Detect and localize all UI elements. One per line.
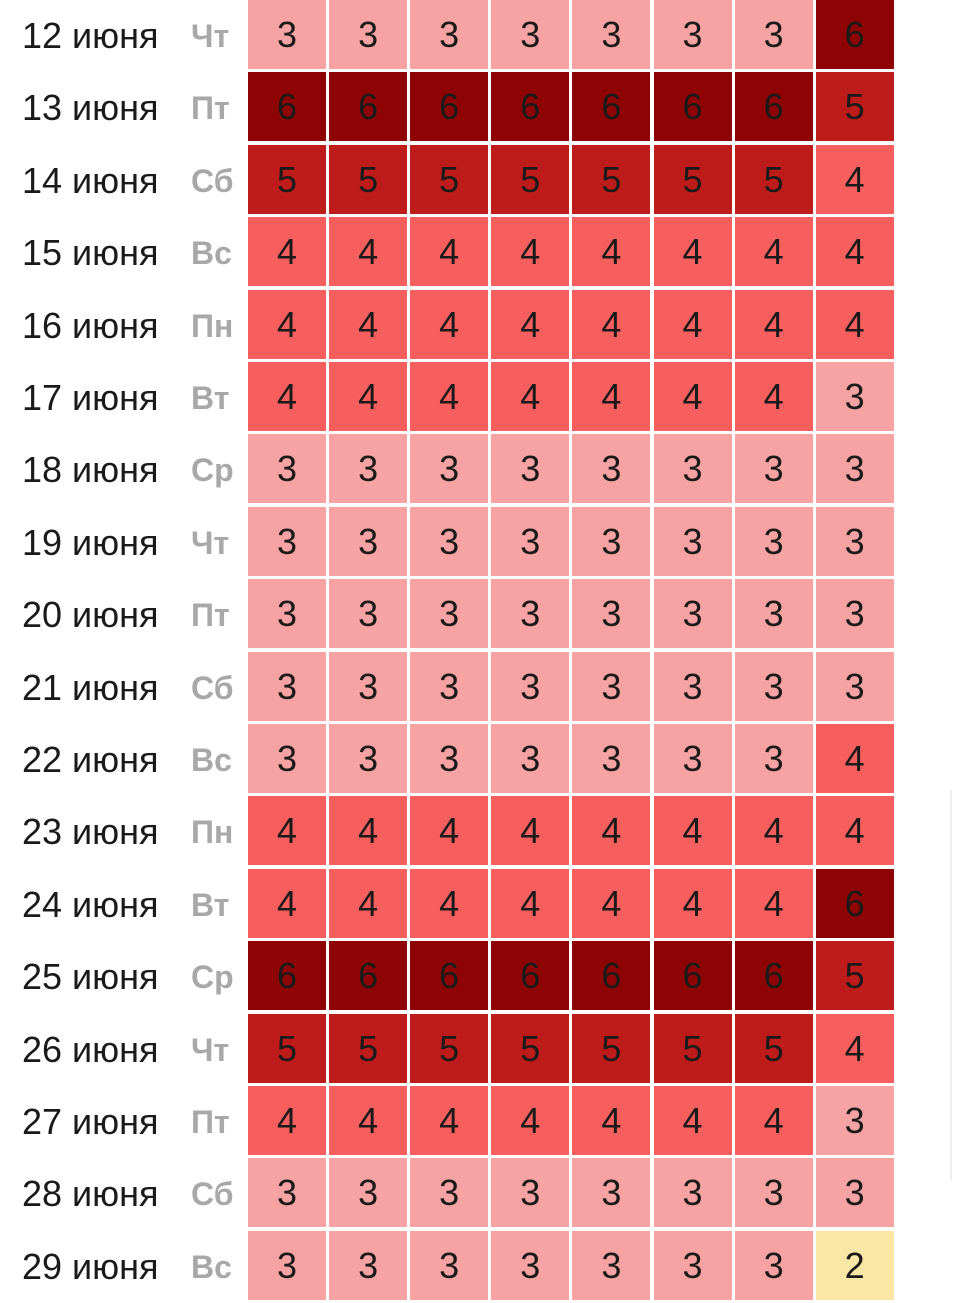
heatmap-cell: 3 — [329, 507, 407, 576]
heatmap-cell: 6 — [654, 941, 732, 1010]
heatmap-cell: 4 — [410, 796, 488, 865]
row-date-label: 27 июня — [22, 1101, 159, 1142]
heatmap-cell: 3 — [410, 652, 488, 721]
row-weekday-label: Ср — [191, 959, 234, 996]
row-date-label: 20 июня — [22, 594, 159, 636]
heatmap-row — [0, 362, 958, 434]
heatmap-cell: 4 — [248, 217, 326, 286]
row-weekday-label: Пн — [191, 814, 234, 851]
heatmap-cell: 3 — [572, 434, 650, 503]
heatmap-cell: 3 — [735, 0, 813, 69]
heatmap-cell: 4 — [329, 796, 407, 865]
heatmap-cell: 4 — [816, 724, 894, 793]
row-date-label: 26 июня — [22, 1028, 159, 1070]
row-weekday-label: Пт — [191, 1104, 230, 1140]
heatmap-cell: 3 — [248, 0, 326, 69]
heatmap-cell: 4 — [329, 1086, 407, 1155]
heatmap-cell: 3 — [654, 1158, 732, 1227]
row-date-label: 21 июня — [22, 666, 159, 708]
heatmap-cell: 3 — [491, 579, 569, 648]
heatmap-row — [0, 434, 958, 506]
heatmap-cell: 6 — [410, 72, 488, 141]
row-date-label: 25 июня — [22, 956, 159, 998]
heatmap-cell: 3 — [654, 1231, 732, 1300]
heatmap-cell: 4 — [654, 1086, 732, 1155]
heatmap-cell: 5 — [816, 941, 894, 1010]
heatmap-cell: 6 — [816, 869, 894, 938]
heatmap-cell: 6 — [572, 941, 650, 1010]
row-weekday-label: Вс — [191, 742, 232, 778]
row-weekday-label: Чт — [191, 18, 230, 54]
heatmap-row — [0, 1231, 958, 1303]
heatmap-cell: 6 — [654, 72, 732, 141]
heatmap-cell: 5 — [654, 1014, 732, 1083]
heatmap-cell: 4 — [410, 1086, 488, 1155]
heatmap-cell: 4 — [572, 869, 650, 938]
heatmap-cell: 3 — [572, 579, 650, 648]
heatmap-row — [0, 72, 958, 144]
row-date-label: 19 июня — [22, 521, 159, 563]
heatmap-cell: 3 — [572, 652, 650, 721]
heatmap-cell: 3 — [654, 579, 732, 648]
heatmap-cell: 3 — [410, 724, 488, 793]
heatmap-cell: 5 — [410, 145, 488, 214]
heatmap-cell: 5 — [735, 145, 813, 214]
heatmap-cell: 5 — [329, 145, 407, 214]
row-date-label: 28 июня — [22, 1173, 159, 1215]
heatmap-cell: 3 — [410, 1231, 488, 1300]
heatmap-cell: 6 — [491, 72, 569, 141]
row-weekday-label: Сб — [191, 1176, 234, 1213]
heatmap-cell: 3 — [329, 434, 407, 503]
heatmap-cell: 4 — [572, 217, 650, 286]
heatmap-row — [0, 1158, 958, 1230]
heatmap-cell: 6 — [410, 941, 488, 1010]
heatmap-cell: 6 — [248, 72, 326, 141]
heatmap-row — [0, 724, 958, 796]
heatmap-cell: 3 — [410, 0, 488, 69]
row-weekday-label: Ср — [191, 452, 234, 489]
heatmap-cell: 3 — [735, 579, 813, 648]
heatmap-cell: 4 — [248, 1086, 326, 1155]
heatmap-cell: 4 — [491, 1086, 569, 1155]
heatmap-cell: 4 — [654, 290, 732, 359]
heatmap-cell: 3 — [816, 1086, 894, 1155]
heatmap-cell: 3 — [410, 579, 488, 648]
heatmap-cell: 4 — [572, 290, 650, 359]
heatmap-cell: 4 — [735, 869, 813, 938]
row-date-label: 15 июня — [22, 232, 159, 274]
heatmap-cell: 3 — [329, 724, 407, 793]
heatmap-cell: 4 — [654, 796, 732, 865]
scroll-edge-line — [950, 790, 952, 1180]
heatmap-cell: 4 — [329, 869, 407, 938]
row-weekday-label: Чт — [191, 1031, 230, 1068]
row-date-label: 14 июня — [22, 159, 159, 201]
heatmap-cell: 4 — [410, 217, 488, 286]
heatmap-cell: 3 — [735, 652, 813, 721]
row-date-label: 22 июня — [22, 739, 159, 780]
heatmap-cell: 3 — [816, 652, 894, 721]
heatmap-cell: 4 — [410, 290, 488, 359]
heatmap-cell: 3 — [248, 434, 326, 503]
heatmap-cell: 5 — [572, 145, 650, 214]
row-weekday-label: Чт — [191, 524, 230, 561]
row-date-label: 12 июня — [22, 15, 159, 56]
heatmap-cell: 4 — [248, 290, 326, 359]
heatmap-cell: 5 — [735, 1014, 813, 1083]
row-weekday-label: Сб — [191, 162, 234, 199]
heatmap-cell: 4 — [491, 869, 569, 938]
heatmap-cell: 4 — [572, 362, 650, 431]
heatmap-cell: 3 — [410, 1158, 488, 1227]
heatmap-row — [0, 0, 958, 72]
heatmap-cell: 4 — [248, 362, 326, 431]
heatmap-cell: 3 — [572, 507, 650, 576]
heatmap-cell: 4 — [491, 796, 569, 865]
heatmap-cell: 3 — [329, 1158, 407, 1227]
heatmap-cell: 3 — [329, 579, 407, 648]
heatmap-cell: 3 — [329, 1231, 407, 1300]
heatmap-cell: 4 — [491, 362, 569, 431]
heatmap-cell: 5 — [654, 145, 732, 214]
heatmap-cell: 3 — [410, 434, 488, 503]
row-date-label: 24 июня — [22, 883, 159, 925]
heatmap-cell: 4 — [735, 217, 813, 286]
heatmap-cell: 3 — [491, 652, 569, 721]
heatmap-cell: 3 — [735, 1158, 813, 1227]
heatmap-cell: 3 — [491, 1231, 569, 1300]
heatmap-cell: 6 — [816, 0, 894, 69]
row-weekday-label: Вс — [191, 1248, 232, 1285]
heatmap-cell: 3 — [735, 434, 813, 503]
row-weekday-label: Вт — [191, 886, 230, 923]
heatmap-cell: 5 — [329, 1014, 407, 1083]
heatmap-cell: 3 — [654, 0, 732, 69]
heatmap-cell: 4 — [410, 362, 488, 431]
heatmap-cell: 3 — [491, 0, 569, 69]
heatmap-cell: 4 — [248, 796, 326, 865]
heatmap-row — [0, 1086, 958, 1158]
heatmap-cell: 3 — [572, 1231, 650, 1300]
heatmap-cell: 5 — [491, 145, 569, 214]
heatmap-row — [0, 652, 958, 724]
heatmap-cell: 4 — [816, 290, 894, 359]
heatmap-cell: 5 — [816, 72, 894, 141]
heatmap-cell: 3 — [248, 1231, 326, 1300]
heatmap-cell: 3 — [491, 1158, 569, 1227]
row-date-label: 17 июня — [22, 377, 159, 418]
heatmap-row — [0, 941, 958, 1013]
heatmap-cell: 4 — [816, 145, 894, 214]
heatmap-cell: 3 — [329, 652, 407, 721]
heatmap-cell: 4 — [816, 796, 894, 865]
heatmap-cell: 3 — [491, 724, 569, 793]
row-weekday-label: Пт — [191, 597, 230, 634]
heatmap-cell: 4 — [654, 362, 732, 431]
heatmap-cell: 4 — [329, 290, 407, 359]
heatmap-cell: 3 — [816, 1158, 894, 1227]
heatmap-cell: 3 — [248, 579, 326, 648]
heatmap-cell: 6 — [572, 72, 650, 141]
heatmap-cell: 6 — [735, 72, 813, 141]
heatmap-cell: 4 — [491, 217, 569, 286]
heatmap-cell: 4 — [410, 869, 488, 938]
heatmap-row — [0, 1014, 958, 1086]
row-date-label: 16 июня — [22, 304, 159, 346]
heatmap-cell: 3 — [491, 507, 569, 576]
heatmap-cell: 4 — [735, 362, 813, 431]
heatmap-row — [0, 145, 958, 217]
heatmap-cell: 5 — [410, 1014, 488, 1083]
heatmap-cell: 3 — [248, 724, 326, 793]
heatmap-cell: 4 — [735, 796, 813, 865]
heatmap-cell: 3 — [654, 652, 732, 721]
row-date-label: 13 июня — [22, 87, 159, 129]
heatmap-cell: 3 — [816, 362, 894, 431]
heatmap-cell: 3 — [491, 434, 569, 503]
heatmap-row — [0, 217, 958, 289]
heatmap-cell: 4 — [329, 217, 407, 286]
row-weekday-label: Пт — [191, 90, 230, 127]
row-weekday-label: Вс — [191, 235, 232, 272]
heatmap-cell: 4 — [816, 217, 894, 286]
heatmap-row — [0, 507, 958, 579]
heatmap-cell: 5 — [248, 145, 326, 214]
heatmap-cell: 4 — [572, 1086, 650, 1155]
heatmap-cell: 6 — [735, 941, 813, 1010]
heatmap-cell: 4 — [816, 1014, 894, 1083]
heatmap-cell: 4 — [572, 796, 650, 865]
row-date-label: 23 июня — [22, 811, 159, 853]
heatmap-cell: 3 — [816, 434, 894, 503]
heatmap-row — [0, 796, 958, 868]
heatmap-row — [0, 869, 958, 941]
heatmap-cell: 3 — [654, 434, 732, 503]
heatmap-cell: 3 — [572, 724, 650, 793]
heatmap-cell: 4 — [654, 217, 732, 286]
heatmap-row — [0, 290, 958, 362]
row-weekday-label: Пн — [191, 307, 234, 344]
heatmap-cell: 3 — [654, 507, 732, 576]
heatmap-cell: 5 — [491, 1014, 569, 1083]
heatmap-cell: 6 — [491, 941, 569, 1010]
heatmap-cell: 6 — [329, 941, 407, 1010]
heatmap-cell: 3 — [572, 0, 650, 69]
heatmap-cell: 4 — [735, 1086, 813, 1155]
heatmap-cell: 5 — [248, 1014, 326, 1083]
heatmap-cell: 3 — [410, 507, 488, 576]
heatmap-cell: 3 — [654, 724, 732, 793]
heatmap-cell: 5 — [572, 1014, 650, 1083]
heatmap-cell: 3 — [248, 1158, 326, 1227]
heatmap-cell: 4 — [735, 290, 813, 359]
heatmap-cell: 3 — [735, 724, 813, 793]
heatmap-cell: 3 — [816, 579, 894, 648]
heatmap-cell: 3 — [248, 507, 326, 576]
heatmap-cell: 4 — [491, 290, 569, 359]
row-weekday-label: Вт — [191, 380, 230, 416]
row-date-label: 29 июня — [22, 1245, 159, 1287]
heatmap-cell: 6 — [329, 72, 407, 141]
heatmap-cell: 3 — [329, 0, 407, 69]
heatmap-row — [0, 579, 958, 651]
heatmap-cell: 4 — [654, 869, 732, 938]
heatmap-cell: 4 — [329, 362, 407, 431]
heatmap-cell: 2 — [816, 1231, 894, 1300]
heatmap-cell: 3 — [572, 1158, 650, 1227]
heatmap-cell: 4 — [248, 869, 326, 938]
heatmap-cell: 3 — [248, 652, 326, 721]
row-date-label: 18 июня — [22, 449, 159, 491]
heatmap-cell: 3 — [735, 507, 813, 576]
heatmap-cell: 3 — [735, 1231, 813, 1300]
heatmap-cell: 3 — [816, 507, 894, 576]
row-weekday-label: Сб — [191, 669, 234, 706]
heatmap-cell: 6 — [248, 941, 326, 1010]
